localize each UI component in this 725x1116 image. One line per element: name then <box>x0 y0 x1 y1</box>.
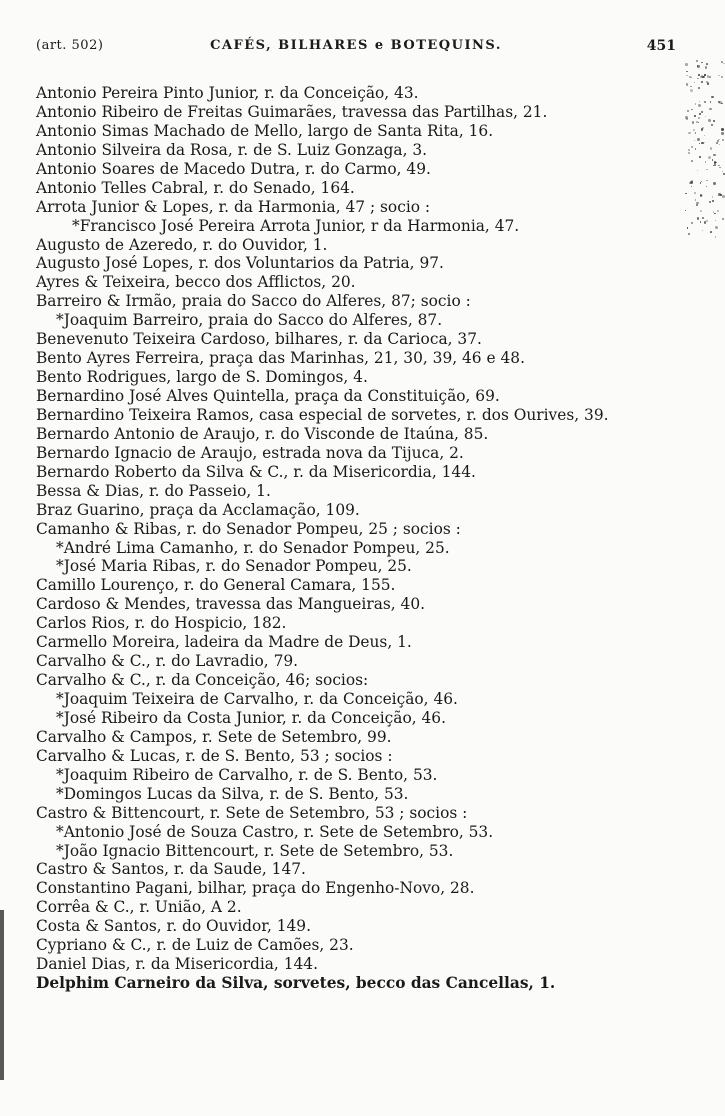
section-title: CAFÉS, BILHARES e BOTEQUINS. <box>210 38 502 53</box>
scan-speck <box>709 76 711 78</box>
directory-entry: Bernardino Teixeira Ramos, casa especial de sorvetes, r. dos Ourives, 39. <box>36 405 609 424</box>
scan-speck <box>691 160 693 162</box>
directory-entry: Antonio Silveira da Rosa, r. de S. Luiz Gonzaga, 3. <box>36 140 428 159</box>
scan-speck <box>702 195 703 196</box>
scan-speck <box>686 71 688 73</box>
scan-speck <box>722 171 723 172</box>
directory-entry: Carvalho & Campos, r. Sete de Setembro, 99. <box>36 727 392 746</box>
scan-speck <box>695 148 696 149</box>
partner-entry: *Joaquim Barreiro, praia do Sacco do Alferes, 87. <box>56 311 443 330</box>
scan-speck <box>711 96 714 99</box>
directory-entry: Cypriano & C., r. de Luiz de Camões, 23. <box>36 936 354 955</box>
scan-speck <box>707 82 709 84</box>
scan-speck <box>713 182 716 185</box>
directory-entry: Barreiro & Irmão, praia do Sacco do Alferes, 87; socio : <box>36 292 471 311</box>
partner-entry: *Joaquim Ribeiro de Carvalho, r. de S. Bento, 53. <box>56 765 438 784</box>
scan-speck <box>699 156 701 158</box>
directory-entry: Bernardo Antonio de Araujo, r. do Visconde de Itaúna, 85. <box>36 424 489 443</box>
scan-speck <box>688 132 690 134</box>
directory-entry: Bernardo Roberto da Silva & C., r. da Misericordia, 144. <box>36 462 476 481</box>
scan-speck <box>715 220 716 221</box>
scan-speck <box>696 204 698 206</box>
scan-speck <box>719 144 720 145</box>
directory-entry: Carvalho & C., r. da Conceição, 46; socios: <box>36 671 369 690</box>
scan-speck <box>706 180 708 182</box>
scan-speck <box>714 164 716 166</box>
scan-speck <box>702 127 704 129</box>
scan-speck <box>694 140 695 141</box>
scan-speck <box>697 170 698 171</box>
edge-smudge <box>685 60 725 240</box>
scan-speck <box>697 138 700 141</box>
partner-entry: *José Ribeiro da Costa Junior, r. da Conceição, 46. <box>56 708 446 727</box>
scan-speck <box>705 66 708 69</box>
directory-entry: Bento Rodrigues, largo de S. Domingos, 4. <box>36 368 368 387</box>
directory-entry: Carmello Moreira, ladeira da Madre de Deus, 1. <box>36 633 412 652</box>
scan-speck <box>709 201 712 204</box>
scan-speck <box>691 222 693 224</box>
scan-speck <box>685 210 686 211</box>
scan-speck <box>700 76 702 78</box>
scan-speck <box>709 108 711 110</box>
scan-speck <box>694 82 695 83</box>
scan-speck <box>701 62 703 64</box>
scan-speck <box>715 236 716 237</box>
scan-speck <box>698 87 700 89</box>
scan-speck <box>721 132 724 135</box>
scan-speck <box>690 86 691 87</box>
scan-speck <box>704 135 705 136</box>
scan-speck <box>688 152 690 154</box>
scan-speck <box>694 115 696 117</box>
scan-speck <box>706 186 707 187</box>
scan-speck <box>686 75 687 76</box>
scan-speck <box>713 154 716 157</box>
scan-speck <box>702 217 704 219</box>
scan-speck <box>695 199 697 201</box>
scan-speck <box>701 111 703 113</box>
scan-speck <box>686 83 688 85</box>
directory-entry: Bessa & Dias, r. do Passeio, 1. <box>36 481 271 500</box>
directory-entry: Antonio Telles Cabral, r. do Senado, 164. <box>36 178 355 197</box>
scan-speck <box>721 128 724 131</box>
scan-speck <box>691 146 693 148</box>
scan-speck <box>696 121 698 123</box>
scan-speck <box>688 233 690 235</box>
scan-speck <box>713 120 715 122</box>
scan-speck <box>695 103 697 105</box>
scan-speck <box>702 230 703 231</box>
scan-speck <box>691 77 692 78</box>
scan-speck <box>701 81 703 83</box>
scan-speck <box>710 231 712 233</box>
scan-speck <box>705 161 706 162</box>
scan-speck <box>706 220 708 222</box>
directory-entry: Carvalho & Lucas, r. de S. Bento, 53 ; socios : <box>36 746 393 765</box>
scan-speck <box>697 78 698 79</box>
scan-speck <box>706 169 707 170</box>
scan-speck <box>723 63 725 65</box>
directory-entry: Ayres & Teixeira, becco dos Afflictos, 20. <box>36 273 356 292</box>
partner-entry: *José Maria Ribas, r. do Senador Pompeu, 25. <box>56 557 412 576</box>
directory-entry: Cardoso & Mendes, travessa das Mangueiras, 40. <box>36 595 426 614</box>
scan-speck <box>698 117 700 119</box>
scan-speck <box>690 89 693 92</box>
directory-entry: Castro & Santos, r. da Saude, 147. <box>36 860 306 879</box>
scan-speck <box>692 121 695 124</box>
scan-speck <box>710 101 711 102</box>
scan-speck <box>693 129 695 131</box>
directory-entry: Augusto José Lopes, r. dos Voluntarios da Patria, 97. <box>36 254 444 273</box>
entry-list <box>36 84 691 993</box>
directory-entry: Delphim Carneiro da Silva, sorvetes, becco das Cancellas, 1. <box>36 974 556 993</box>
scan-speck <box>713 211 714 212</box>
scan-speck <box>703 76 705 78</box>
scan-speck <box>697 65 699 67</box>
scan-speck <box>699 113 701 115</box>
partner-entry: *Domingos Lucas da Silva, r. de S. Bento, 53. <box>56 784 409 803</box>
scan-speck <box>694 192 696 194</box>
scan-speck <box>723 173 725 175</box>
scan-speck <box>722 218 724 220</box>
directory-entry: Antonio Simas Machado de Mello, largo de Santa Rita, 16. <box>36 121 494 140</box>
scan-speck <box>711 124 714 127</box>
scan-speck <box>689 182 691 184</box>
scan-speck <box>688 149 690 151</box>
scan-speck <box>708 119 711 122</box>
scan-speck <box>700 221 702 223</box>
scan-speck <box>712 200 714 202</box>
directory-entry: Corrêa & C., r. União, A 2. <box>36 898 242 917</box>
directory-entry: Bernardo Ignacio de Araujo, estrada nova da Tijuca, 2. <box>36 443 464 462</box>
scan-speck <box>710 147 712 149</box>
article-reference: (art. 502) <box>36 38 104 53</box>
page-header <box>36 38 676 58</box>
directory-entry: Bernardino José Alves Quintella, praça da Constituição, 69. <box>36 387 500 405</box>
scan-speck <box>719 167 721 169</box>
directory-entry: Camillo Lourenço, r. do General Camara, 155. <box>36 576 396 595</box>
scan-speck <box>695 132 697 134</box>
directory-entry: Antonio Pereira Pinto Junior, r. da Conceição, 43. <box>36 84 419 102</box>
directory-entry: Castro & Bittencourt, r. Sete de Setembro, 53 ; socios : <box>36 803 468 822</box>
directory-entry: Arrota Junior & Lopes, r. da Harmonia, 47 ; socio : <box>36 197 431 216</box>
partner-entry: *João Ignacio Bittencourt, r. Sete de Setembro, 53. <box>56 841 454 860</box>
scan-speck <box>691 186 692 187</box>
scan-speck <box>714 213 716 215</box>
scan-speck <box>691 109 692 110</box>
page-number: 451 <box>646 38 676 54</box>
scan-speck <box>721 76 723 78</box>
scan-speck <box>715 226 718 229</box>
directory-entry: Constantino Pagani, bilhar, praça do Engenho-Novo, 28. <box>36 879 475 898</box>
scan-speck <box>722 139 723 140</box>
directory-entry: Augusto de Azeredo, r. do Ouvidor, 1. <box>36 235 328 254</box>
directory-entry: Costa & Santos, r. do Ouvidor, 149. <box>36 917 311 936</box>
scan-speck <box>698 104 701 107</box>
scan-speck <box>700 210 702 212</box>
scan-speck <box>685 193 686 194</box>
directory-entry: Carvalho & C., r. do Lavradio, 79. <box>36 652 299 671</box>
scan-speck <box>699 101 700 102</box>
scan-speck <box>704 142 705 143</box>
scan-speck <box>706 63 708 65</box>
scan-speck <box>690 181 692 183</box>
scan-speck <box>700 182 701 183</box>
directory-entry: Camanho & Ribas, r. do Senador Pompeu, 25 ; socios : <box>36 519 461 538</box>
scan-speck <box>696 60 698 62</box>
scan-speck <box>717 210 719 212</box>
directory-entry: Antonio Soares de Macedo Dutra, r. do Carmo, 49. <box>36 159 431 178</box>
scan-speck <box>697 217 700 220</box>
scan-speck <box>687 110 689 112</box>
partner-entry: *Joaquim Teixeira de Carvalho, r. da Conceição, 46. <box>56 690 458 708</box>
partner-entry: *Antonio José de Souza Castro, r. Sete de Setembro, 53. <box>56 822 494 841</box>
scan-speck <box>698 122 699 123</box>
scan-speck <box>699 143 700 144</box>
directory-entry: Daniel Dias, r. da Misericordia, 144. <box>36 955 318 974</box>
scan-speck <box>705 116 706 117</box>
directory-entry: Antonio Ribeiro de Freitas Guimarães, travessa das Partilhas, 21. <box>36 102 548 121</box>
directory-entry: Bento Ayres Ferreira, praça das Marinhas, 21, 30, 39, 46 e 48. <box>36 349 525 368</box>
partner-entry: *André Lima Camanho, r. do Senador Pompeu, 25. <box>56 538 450 557</box>
scan-speck <box>718 75 719 76</box>
directory-entry: Benevenuto Teixeira Cardoso, bilhares, r. da Carioca, 37. <box>36 330 482 349</box>
scan-speck <box>708 156 711 159</box>
scan-speck <box>704 74 706 76</box>
scan-speck <box>716 142 718 144</box>
partner-entry: *Francisco José Pereira Arrota Junior, r da Harmonia, 47. <box>72 216 520 235</box>
scan-speck <box>687 227 688 228</box>
scan-speck <box>704 101 706 103</box>
scan-speck <box>685 63 687 65</box>
directory-entry: Carlos Rios, r. do Hospicio, 182. <box>36 614 287 633</box>
binding-edge-mark <box>0 910 4 1080</box>
directory-entry: Braz Guarino, praça da Acclamação, 109. <box>36 500 360 519</box>
scan-speck <box>719 101 722 104</box>
scan-speck <box>712 196 714 198</box>
scan-speck <box>701 142 703 144</box>
